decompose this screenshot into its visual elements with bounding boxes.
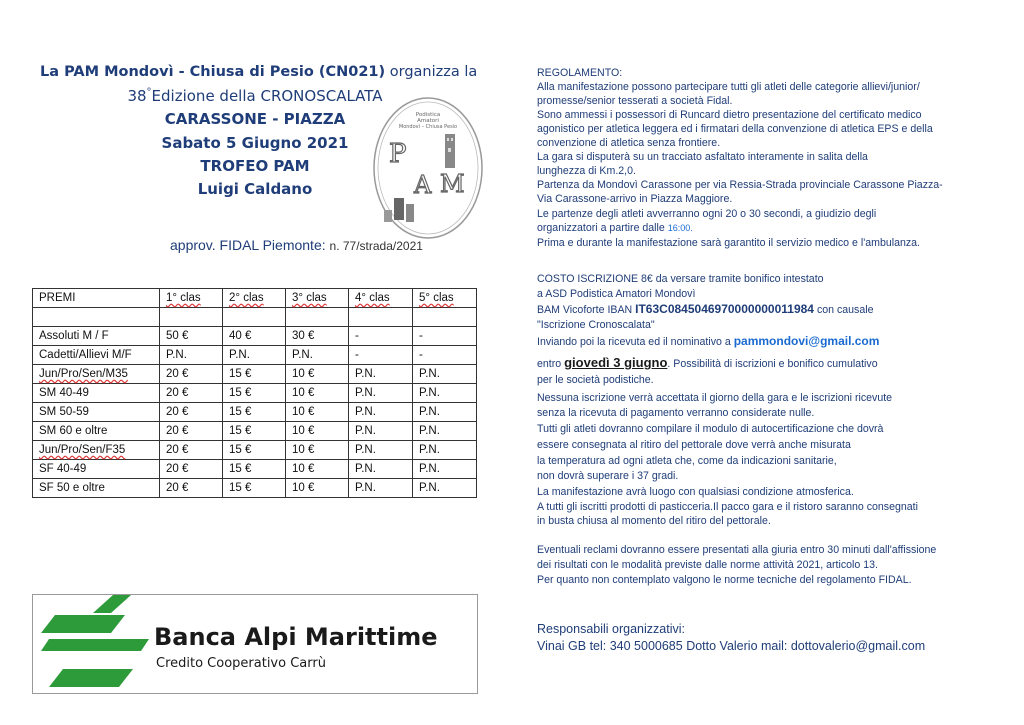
bank-subtitle: Credito Cooperativo Carrù	[156, 656, 326, 671]
header-cell: 4° clas	[355, 292, 390, 304]
table-row: Cadetti/Allievi M/F P.N. P.N. P.N. - -	[33, 346, 477, 365]
svg-text:Podistica: Podistica	[415, 112, 441, 118]
iscrizione-line: BAM Vicoforte IBAN IT63C0845046970000000011984 con causale	[537, 302, 874, 316]
iscrizione-line: entro giovedì 3 giugno. Possibilità di iscrizioni e bonifico cumulativo	[537, 355, 878, 370]
svg-text:Amatori: Amatori	[417, 118, 439, 124]
table-row: SF 40-49 20 € 15 € 10 € P.N. P.N.	[33, 460, 477, 479]
header-cell: PREMI	[33, 289, 160, 308]
regolamento-line: Alla manifestazione possono partecipare tutti gli atleti delle categorie allievi/junior/	[537, 81, 920, 93]
start-time: 16:00.	[667, 223, 693, 233]
svg-text:Mondovì – Chiusa Pesio: Mondovì – Chiusa Pesio	[398, 124, 458, 130]
iscrizione-line: in busta chiusa al momento del ritiro del pettorale.	[537, 515, 771, 527]
regolamento-line: lunghezza di Km.2,0.	[537, 165, 636, 177]
regolamento-line: Prima e durante la manifestazione sarà garantito il servizio medico e l'ambulanza.	[537, 237, 920, 249]
trophy-dedication: Luigi Caldano	[197, 180, 313, 198]
bank-name: Banca Alpi Marittime	[154, 623, 438, 651]
iscrizione-line: Inviando poi la ricevuta ed il nominativo a pammondovi@gmail.com	[537, 334, 880, 348]
email-link[interactable]: pammondovi@gmail.com	[733, 334, 880, 348]
header-cell: 2° clas	[229, 292, 264, 304]
regolamento-line: agonistico per atletica leggera ed i firmatari della convenzione di atletica EPS e della	[537, 123, 933, 135]
regolamento-line: convenzione di atletica senza frontiere.	[537, 137, 721, 149]
iscrizione-line: COSTO ISCRIZIONE 8€ da versare tramite bonifico intestato	[537, 273, 824, 285]
deadline: giovedì 3 giugno	[564, 355, 668, 370]
sponsor-banner	[32, 594, 478, 694]
svg-text:A: A	[414, 171, 432, 199]
header-cell: 5° clas	[419, 292, 454, 304]
iscrizione-line: essere consegnata al ritiro del pettorale dove verrà anche misurata	[537, 439, 851, 451]
table-row: SF 50 e oltre 20 € 15 € 10 € P.N. P.N.	[33, 479, 477, 498]
regolamento-line: promesse/senior tesserati a società Fidal.	[537, 95, 733, 107]
table-row: SM 50-59 20 € 15 € 10 € P.N. P.N.	[33, 403, 477, 422]
regolamento-line: Le partenze degli atleti avverranno ogni 20 o 30 secondi, a giudizio degli	[537, 208, 877, 220]
table-row: SM 40-49 20 € 15 € 10 € P.N. P.N.	[33, 384, 477, 403]
regolamento-line: Via Carassone-arrivo in Piazza Maggiore.	[537, 193, 733, 205]
reclami-line: Per quanto non contemplato valgono le norme tecniche del regolamento FIDAL.	[537, 574, 912, 586]
regolamento-line: Partenza da Mondovì Carassone per via Ressia-Strada provinciale Carassone Piazza-	[537, 179, 943, 191]
iscrizione-line: a ASD Podistica Amatori Mondovì	[537, 288, 696, 300]
organizer-name: La PAM Mondovì - Chiusa di Pesio (CN021)	[40, 64, 386, 80]
svg-text:M: M	[440, 170, 465, 198]
responsabili-title: Responsabili organizzativi:	[537, 622, 685, 636]
event-date: Sabato 5 Giugno 2021	[161, 134, 349, 152]
iscrizione-line: Nessuna iscrizione verrà accettata il giorno della gara e le iscrizioni ricevute	[537, 392, 893, 404]
regolamento-line: La gara si disputerà su un tracciato asfaltato interamente in salita della	[537, 151, 868, 163]
iscrizione-line: Tutti gli atleti dovranno compilare il modulo di autocertificazione che dovrà	[537, 423, 884, 435]
bank-logo-icon	[33, 595, 153, 693]
iban-code: IT63C0845046970000000011984	[635, 302, 814, 316]
iscrizione-line: La manifestazione avrà luogo con qualsiasi condizione atmosferica.	[537, 486, 854, 498]
reclami-line: dei risultati con le modalità previste dalle norme attività 2021, articolo 13.	[537, 559, 878, 571]
iscrizione-line: A tutti gli iscritti prodotti di pasticceria.Il pacco gara e il ristoro saranno consegnati	[537, 501, 918, 513]
regolamento-line: organizzatori a partire dalle 16:00.	[537, 222, 693, 234]
organizer-line	[40, 64, 480, 80]
fidal-approval: approv. FIDAL Piemonte: n. 77/strada/2021	[170, 237, 423, 253]
svg-text:P: P	[389, 139, 407, 169]
organizer-verb: organizza la	[389, 64, 478, 80]
table-row: Jun/Pro/Sen/M35 20 € 15 € 10 € P.N. P.N.	[33, 365, 477, 384]
route-title: CARASSONE - PIAZZA	[164, 110, 346, 128]
iscrizione-line: "Iscrizione Cronoscalata"	[537, 319, 655, 331]
responsabili-contacts: Vinai GB tel: 340 5000685 Dotto Valerio mail: dottovalerio@gmail.com	[537, 639, 926, 653]
pam-logo	[370, 92, 490, 240]
table-row: SM 60 e oltre 20 € 15 € 10 € P.N. P.N.	[33, 422, 477, 441]
table-spacer-row	[33, 308, 477, 327]
table-row: Jun/Pro/Sen/F35 20 € 15 € 10 € P.N. P.N.	[33, 441, 477, 460]
table-row: Assoluti M / F 50 € 40 € 30 € - -	[33, 327, 477, 346]
edition-line: 38°Edizione della CRONOSCALATA	[127, 87, 383, 105]
trophy-title: TROFEO PAM	[200, 157, 310, 175]
iscrizione-line: senza la ricevuta di pagamento verranno considerate nulle.	[537, 407, 815, 419]
regolamento-title: REGOLAMENTO:	[537, 67, 623, 79]
header-cell: 1° clas	[166, 292, 201, 304]
iscrizione-line: non dovrà superare i 37 gradi.	[537, 470, 679, 482]
prize-table	[32, 288, 477, 498]
header-cell: 3° clas	[292, 292, 327, 304]
iscrizione-line: la temperatura ad ogni atleta che, come da indicazioni sanitarie,	[537, 455, 837, 467]
reclami-line: Eventuali reclami dovranno essere presentati alla giuria entro 30 minuti dall'affissione	[537, 544, 937, 556]
iscrizione-line: per le società podistiche.	[537, 374, 654, 386]
regolamento-line: Sono ammessi i possessori di Runcard dietro presentazione del certificato medico	[537, 109, 922, 121]
table-header-row	[33, 289, 477, 308]
